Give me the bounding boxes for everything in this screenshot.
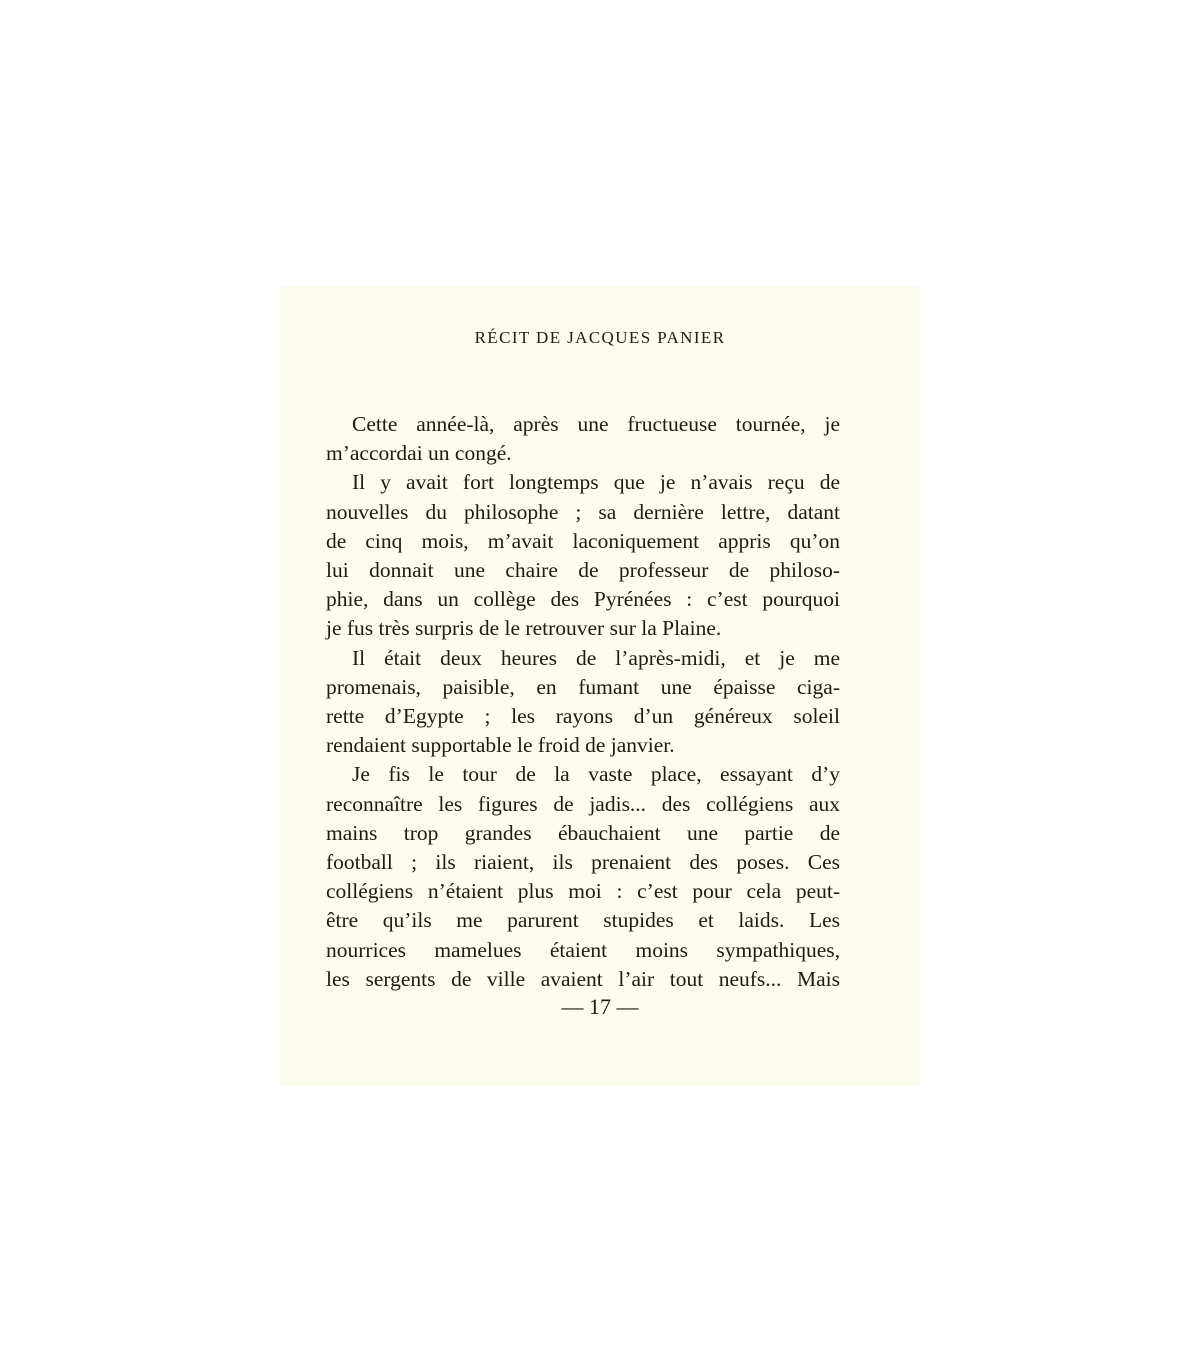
text-line: rendaient supportable le froid de janvier. (326, 733, 675, 758)
text-line: collégiens n’étaient plus moi : c’est pour cela peut- (326, 879, 840, 904)
text-line: les sergents de ville avaient l’air tout neufs... Mais (326, 966, 840, 991)
text-line: phie, dans un collège des Pyrénées : c’est pourquoi (326, 587, 840, 612)
text-line: Il était deux heures de l’après-midi, et je me (352, 645, 840, 670)
paragraph (326, 760, 840, 994)
paragraph (326, 468, 840, 643)
text-line: reconnaître les figures de jadis... des collégiens aux (326, 791, 840, 816)
text-line: nouvelles du philosophe ; sa dernière lettre, datant (326, 499, 840, 524)
paragraph (326, 410, 840, 468)
text-line: Cette année-là, après une fructueuse tournée, je (352, 412, 840, 436)
paragraph (326, 644, 840, 761)
text-line: de cinq mois, m’avait laconiquement appris qu’on (326, 528, 840, 553)
text-line: m’accordai un congé. (326, 441, 512, 466)
running-head: RÉCIT DE JACQUES PANIER (474, 328, 726, 347)
page-number: — 17 — (561, 994, 639, 1019)
text-line: football ; ils riaient, ils prenaient des poses. Ces (326, 850, 840, 875)
text-line: être qu’ils me parurent stupides et laids. Les (326, 908, 840, 933)
text-line: mains trop grandes ébauchaient une partie de (326, 820, 840, 845)
text-line: je fus très surpris de le retrouver sur la Plaine. (326, 616, 722, 641)
book-page (280, 286, 920, 1086)
text-line: promenais, paisible, en fumant une épaisse ciga- (326, 674, 840, 699)
text-line: Il y avait fort longtemps que je n’avais reçu de (352, 470, 840, 495)
text-line: Je fis le tour de la vaste place, essayant d’y (352, 762, 840, 787)
body-text (326, 410, 840, 994)
text-line: lui donnait une chaire de professeur de philoso- (326, 558, 840, 583)
text-line: nourrices mamelues étaient moins sympathiques, (326, 937, 840, 962)
text-line: rette d’Egypte ; les rayons d’un généreux soleil (326, 704, 840, 729)
